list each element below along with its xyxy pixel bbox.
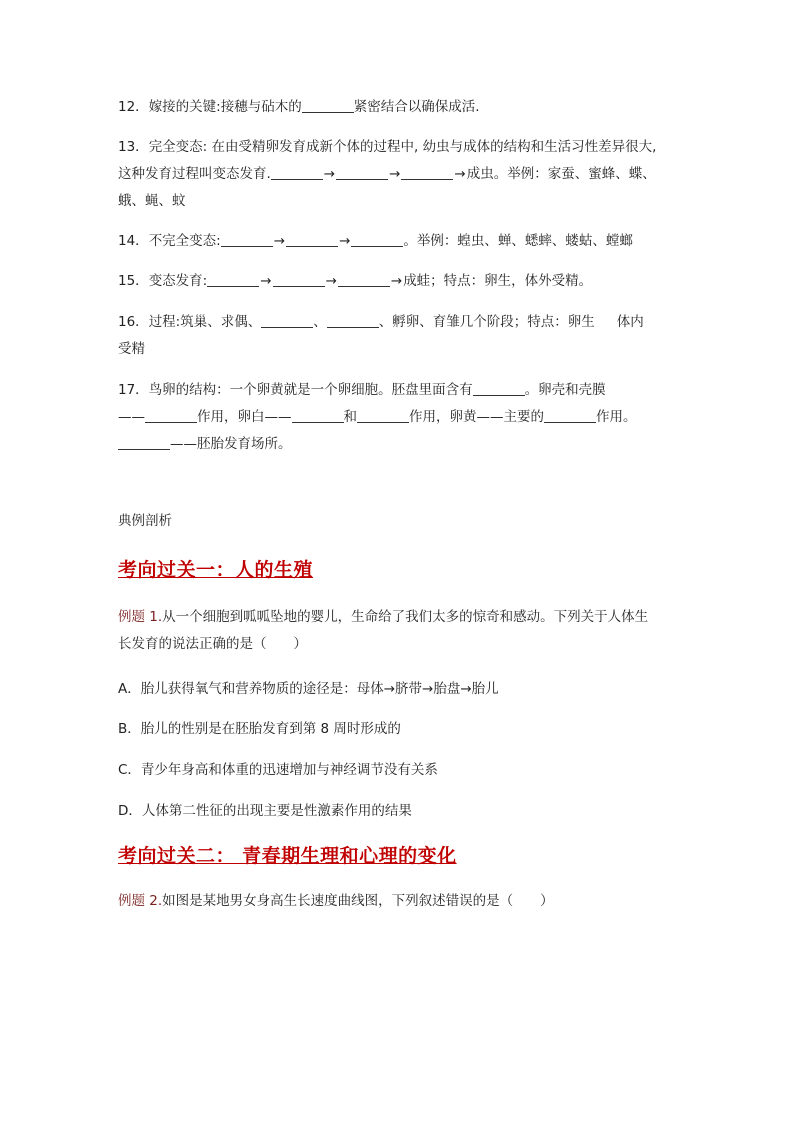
fill-blank[interactable] [145,407,197,423]
option-b[interactable]: B．胎儿的性别是在胚胎发育到第 8 周时形成的 [118,721,401,737]
arrow-icon: → [389,166,401,182]
fill-blank[interactable] [338,271,390,287]
question-number: 16． [118,314,149,330]
question-text: 和 [343,409,357,425]
question-text: 嫁接的关键:接穗与砧木的 [148,99,302,115]
fill-blank[interactable] [118,434,170,450]
question-text: —— [118,409,145,425]
question-number: 17． [118,382,149,398]
arrow-icon: → [390,273,403,289]
fill-blank[interactable] [302,97,354,113]
option-a[interactable]: A．胎儿获得氧气和营养物质的途径是：母体→脐带→胎盘→胎儿 [118,681,499,697]
question-text: 体内 [616,314,644,330]
example-1 [118,604,688,658]
question-text: 完全变态: 在由受精卵发育成新个体的过程中, 幼虫与成体的结构和生活习性差异很大, [148,139,657,155]
option-c[interactable]: C．青少年身高和体重的迅速增加与神经调节没有关系 [118,762,438,778]
question-16 [118,309,688,363]
example-2 [118,888,688,915]
question-text: 过程:筑巢、求偶、 [148,314,262,330]
question-number: 12． [118,99,149,115]
question-text: 作用，卵白—— [197,409,292,425]
arrow-icon: → [339,233,351,249]
arrow-icon: → [325,273,337,289]
question-number: 14． [118,233,149,249]
example-text: 长发育的说法正确的是（ ） [118,636,307,652]
fill-blank[interactable] [286,231,338,247]
fill-blank[interactable] [271,164,323,180]
question-text: 蛾、蝇、蚊 [118,193,186,209]
arrow-icon: → [454,166,466,182]
question-12 [118,94,688,121]
example-label: 例题 2. [118,893,163,909]
question-text: 成虫。举例：家蚕、蜜蜂、蝶、 [466,166,656,182]
question-text: 作用。 [596,409,637,425]
fill-blank[interactable] [544,407,596,423]
question-text: 鸟卵的结构：一个卵黄就是一个卵细胞。胚盘里面含有 [148,382,473,398]
option-d[interactable]: D．人体第二性征的出现主要是性激素作用的结果 [118,803,412,819]
question-text: 变态发育: [148,273,208,289]
question-text: 紧密结合以确保成活. [353,99,480,115]
question-number: 15． [118,273,149,289]
question-text: 、孵卵、育雏几个阶段；特点：卵生 [378,314,595,330]
section-heading-1: 考向过关一：人的生殖 [118,559,314,581]
question-text: ——胚胎发育场所。 [170,436,292,452]
fill-blank[interactable] [336,164,388,180]
fill-blank[interactable] [221,231,273,247]
fill-blank[interactable] [261,312,313,328]
question-text: 不完全变态: [148,233,221,249]
question-text: 成蛙；特点：卵生，体外受精。 [403,273,593,289]
fill-blank[interactable] [473,380,525,396]
question-text: 作用，卵黄——主要的 [409,409,544,425]
question-number: 13． [118,139,149,155]
separator: 、 [313,314,327,330]
example-text: 如图是某地男女身高生长速度曲线图，下列叙述错误的是（ ） [162,893,554,909]
fill-blank[interactable] [351,231,403,247]
fill-blank[interactable] [207,271,259,287]
fill-blank[interactable] [292,407,344,423]
question-13 [118,134,688,215]
fill-blank[interactable] [357,407,409,423]
fill-blank[interactable] [327,312,379,328]
analysis-title: 典例剖析 [118,513,172,529]
arrow-icon: → [260,273,272,289]
question-text: 这种发育过程叫变态发育. [118,166,271,182]
section-heading-2: 考向过关二： 青春期生理和心理的变化 [118,845,457,867]
arrow-icon: → [323,166,336,182]
example-label: 例题 1. [118,609,163,625]
question-17 [118,377,688,458]
question-text: 受精 [118,341,145,357]
question-text: 。卵壳和壳膜 [524,382,606,398]
example-text: 从一个细胞到呱呱坠地的婴儿，生命给了我们太多的惊奇和感动。下列关于人体生 [162,609,649,625]
arrow-icon: → [273,233,286,249]
fill-blank[interactable] [273,271,325,287]
question-14 [118,228,688,255]
fill-blank[interactable] [401,164,453,180]
question-15 [118,268,688,295]
question-text: 。举例：蝗虫、蝉、蟋蟀、蝼蛄、螳螂 [403,233,633,249]
